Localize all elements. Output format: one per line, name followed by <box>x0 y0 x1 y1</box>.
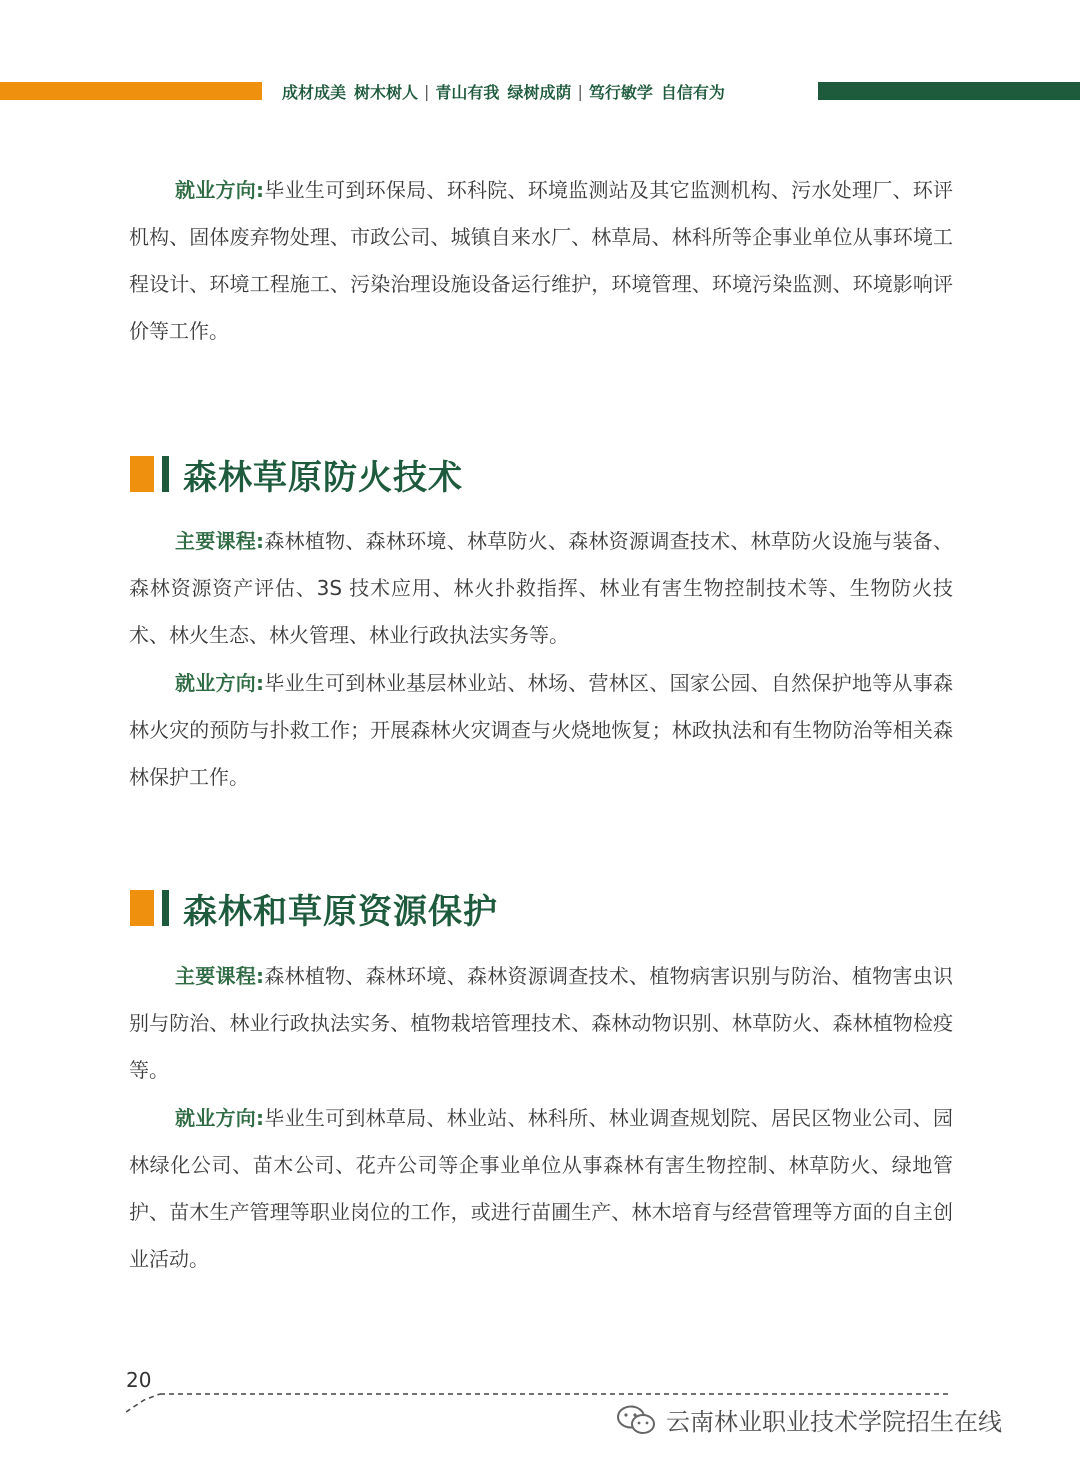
header-bar-green <box>818 82 1080 100</box>
motto-separator: | <box>577 81 583 101</box>
motto-phrase: 成材成美 <box>282 82 347 102</box>
courses-paragraph <box>129 518 953 659</box>
employment-label: 就业方向: <box>175 1106 265 1130</box>
heading-marker-green <box>162 890 169 926</box>
employment-text: 毕业生可到林草局、林业站、林科所、林业调查规划院、居民区物业公司、园林绿化公司、苗木公司、花卉公司等企事业单位从事森林有害生物控制、林草防火、绿地管护、苗木生产管理等职业岗位的工作，或进行苗圃生产、林木培育与经营管理等方面的自主创业活动。 <box>129 1106 954 1271</box>
section-title: 森林和草原资源保护 <box>183 891 498 932</box>
motto-separator: | <box>424 81 430 101</box>
heading-marker-orange <box>130 456 154 492</box>
courses-text: 森林植物、森林环境、林草防火、森林资源调查技术、林草防火设施与装备、森林资源资产评估、3S 技术应用、林火扑救指挥、林业有害生物控制技术等、生物防火技术、林火生态、林火管理、林业行政执法实务等。 <box>129 529 954 647</box>
motto-phrase: 青山有我 <box>435 82 500 102</box>
intro-employment-paragraph <box>129 167 953 355</box>
courses-paragraph <box>129 953 953 1094</box>
motto-phrase: 笃行敏学 <box>588 82 653 102</box>
section-title: 森林草原防火技术 <box>183 457 463 498</box>
motto-phrase: 树木树人 <box>354 82 419 102</box>
employment-paragraph <box>129 660 953 801</box>
header-bar-orange <box>0 82 262 100</box>
employment-label: 就业方向: <box>175 178 265 202</box>
employment-text: 毕业生可到林业基层林业站、林场、营林区、国家公园、自然保护地等从事森林火灾的预防与扑救工作；开展森林火灾调查与火烧地恢复；林政执法和有生物防治等相关森林保护工作。 <box>129 671 954 789</box>
courses-text: 森林植物、森林环境、森林资源调查技术、植物病害识别与防治、植物害虫识别与防治、林业行政执法实务、植物栽培管理技术、森林动物识别、林草防火、森林植物检疫等。 <box>129 964 954 1082</box>
heading-marker-orange <box>130 890 154 926</box>
employment-paragraph <box>129 1095 953 1283</box>
wechat-icon <box>616 1404 656 1436</box>
header-motto <box>282 78 812 104</box>
courses-label: 主要课程: <box>175 964 265 988</box>
courses-label: 主要课程: <box>175 529 265 553</box>
page-number: 20 <box>126 1368 152 1392</box>
section-heading <box>130 887 498 932</box>
motto-phrase: 绿树成荫 <box>507 82 572 102</box>
employment-label: 就业方向: <box>175 671 265 695</box>
watermark-text: 云南林业职业技术学院招生在线 <box>666 1408 1002 1436</box>
watermark <box>616 1402 1002 1437</box>
heading-marker-green <box>162 456 169 492</box>
section-heading <box>130 453 463 498</box>
motto-phrase: 自信有为 <box>660 82 725 102</box>
employment-text: 毕业生可到环保局、环科院、环境监测站及其它监测机构、污水处理厂、环评机构、固体废弃物处理、市政公司、城镇自来水厂、林草局、林科所等企事业单位从事环境工程设计、环境工程施工、污染治理设施设备运行维护，环境管理、环境污染监测、环境影响评价等工作。 <box>129 178 954 343</box>
